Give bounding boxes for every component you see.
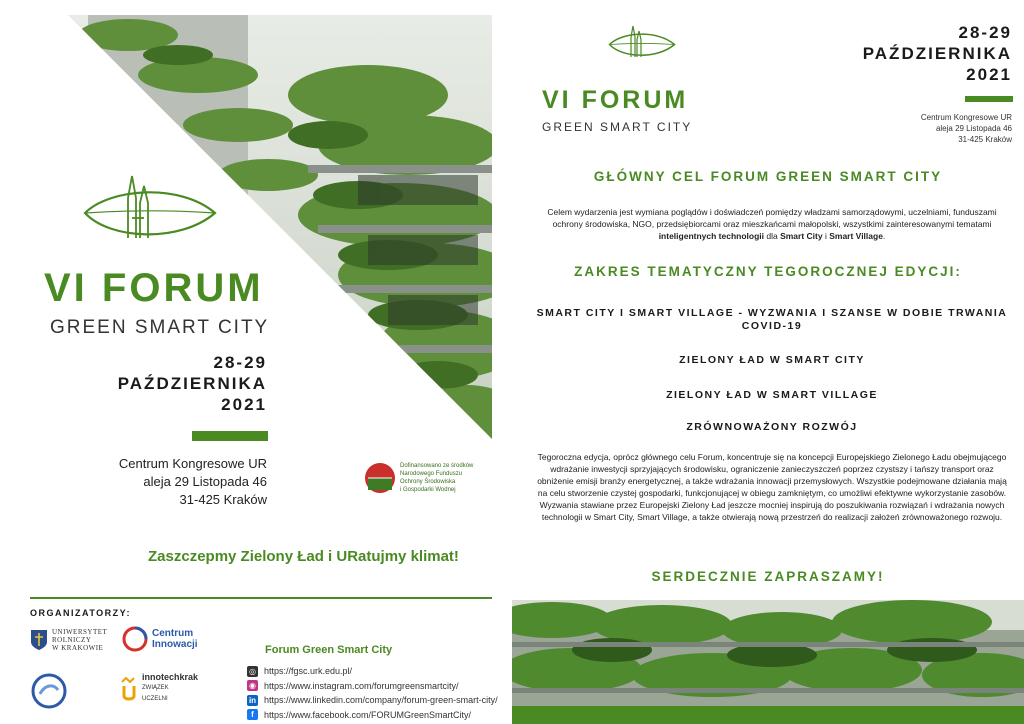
right-address-venue: Centrum Kongresowe UR bbox=[920, 113, 1012, 122]
left-address-city: 31-425 Kraków bbox=[179, 492, 267, 507]
funding-line-1: Dofinansowano ze środków bbox=[400, 463, 474, 469]
zwiazek-line-1: ZWIĄZEK bbox=[142, 685, 169, 691]
goal-text-main: Celem wydarzenia jest wymiana poglądów i doświadczeń pomiędzy władzami samorządowymi, uczelniami, funduszami ochrony środowiska, NGO, przedsiębiorcami oraz mieszkańcami małopolski, wszystkimi zainteresowanymi tematami bbox=[547, 207, 997, 229]
goal-heading: GŁÓWNY CEL FORUM GREEN SMART CITY bbox=[593, 169, 943, 184]
left-date-days: 28-29 bbox=[213, 353, 267, 372]
link-linkedin[interactable] bbox=[247, 693, 498, 708]
right-date-days: 28-29 bbox=[958, 23, 1012, 42]
right-event-date bbox=[863, 22, 1012, 85]
linkedin-icon: in bbox=[248, 695, 257, 705]
facebook-icon: f bbox=[247, 709, 258, 720]
funding-text bbox=[400, 462, 480, 494]
ur-crest-icon bbox=[30, 629, 48, 651]
funding-line-4: i Gospodarki Wodnej bbox=[400, 487, 456, 493]
description-paragraph: Tegoroczna edycja, oprócz głównego celu Forum, koncentruje się na koncepcji Europejskiego Zielonego Ładu obejmującego wdrażanie inwestycji sprzyjających środowisku, ograniczenie zanieczyszczeń poprzez czystszy i tańszy transport oraz obniżenie emisji branży energetycznej, a także wdrażania innowacji przemysłowych. Wszystkie podejmowane działania mają na celu stworzenie czystej gospodarki, funkcjonującej w obiegu zamkniętym, co umożliwi efektywne wykorzystanie zasobów. Wyzwania stawiane przez Europejski Zielony Ład jeszcze mocniej inspirują do poszukiwania rozwiązań i wdrażania nowych technologii w Smart City, Smart Village, a także otwierają nową przestrzeń do realizacji założeń zrównoważonego rozwoju. bbox=[537, 452, 1007, 522]
org-centrum-innowacji-logo bbox=[122, 626, 198, 652]
ur-name bbox=[52, 628, 107, 652]
link-website-url[interactable]: https://fgsc.urk.edu.pl/ bbox=[264, 666, 353, 677]
link-website[interactable] bbox=[247, 664, 498, 679]
organizers-title: ORGANIZATORZY: bbox=[30, 608, 131, 618]
goal-text-for: dla bbox=[764, 231, 781, 241]
right-green-divider bbox=[965, 96, 1013, 102]
centrum-innowacji-name bbox=[152, 628, 198, 650]
zwiazek-line-2: UCZELNI bbox=[142, 696, 168, 702]
invitation-heading: SERDECZNIE ZAPRASZAMY! bbox=[651, 569, 885, 584]
left-venue-address bbox=[119, 455, 267, 509]
ur-line-2: ROLNICZY bbox=[52, 636, 92, 644]
right-page bbox=[512, 0, 1024, 724]
centrum-innowacji-icon bbox=[122, 626, 148, 652]
left-forum-title: VI FORUM bbox=[44, 266, 264, 310]
social-links bbox=[247, 664, 498, 722]
org-innotechkrak-logo bbox=[120, 672, 198, 705]
globe-icon: ◎ bbox=[247, 666, 258, 677]
left-address-venue: Centrum Kongresowe UR bbox=[118, 456, 267, 471]
blue-ring-logo-icon bbox=[30, 672, 68, 710]
funding-line-2: Narodowego Funduszu bbox=[400, 471, 463, 477]
link-facebook-url[interactable]: https://www.facebook.com/FORUMGreenSmartCity/ bbox=[264, 709, 472, 720]
left-date-year: 2021 bbox=[221, 395, 267, 414]
left-address-street: aleja 29 Listopada 46 bbox=[143, 474, 267, 489]
funding-line-3: Ochrony Środowiska bbox=[400, 479, 456, 485]
ci-line-2: Innowacji bbox=[152, 639, 198, 650]
left-date-month: PAŹDZIERNIKA bbox=[117, 374, 267, 393]
topic-item: ZIELONY ŁAD W SMART CITY bbox=[679, 354, 865, 366]
links-title: Forum Green Smart City bbox=[265, 644, 393, 656]
right-address-city: 31-425 Kraków bbox=[958, 135, 1012, 144]
funding-badge bbox=[364, 462, 480, 494]
link-instagram[interactable] bbox=[247, 679, 498, 694]
ur-line-1: UNIWERSYTET bbox=[52, 628, 108, 636]
goal-paragraph bbox=[532, 206, 1012, 242]
innotechkrak-name bbox=[142, 672, 198, 705]
goal-text-period: . bbox=[882, 231, 886, 241]
link-instagram-url[interactable]: https://www.instagram.com/forumgreensmartcity/ bbox=[264, 680, 459, 691]
zwiazek-uczelni-icon bbox=[120, 676, 138, 702]
ur-line-3: W KRAKOWIE bbox=[52, 644, 104, 652]
right-venue-address bbox=[921, 112, 1012, 145]
right-forum-title: VI FORUM bbox=[542, 86, 689, 114]
nfosigw-logo-icon bbox=[364, 462, 396, 494]
left-forum-subtitle: GREEN SMART CITY bbox=[50, 317, 270, 338]
goal-text-and: i bbox=[822, 231, 830, 241]
instagram-icon: ◉ bbox=[247, 680, 258, 691]
right-address-street: aleja 29 Listopada 46 bbox=[935, 124, 1012, 133]
left-green-divider bbox=[192, 431, 268, 441]
link-facebook[interactable] bbox=[247, 708, 498, 723]
ci-line-1: Centrum bbox=[152, 628, 194, 639]
slogan: Zaszczepmy Zielony Ład i URatujmy klimat! bbox=[148, 548, 459, 565]
innotechkrak-label: innotechkrak bbox=[142, 672, 199, 682]
forum-leaf-logo bbox=[80, 168, 220, 248]
link-linkedin-url[interactable]: https://www.linkedin.com/company/forum-green-smart-city/ bbox=[264, 695, 498, 706]
goal-text-smart-city: Smart City bbox=[780, 231, 823, 241]
goal-text-smart-village: Smart Village bbox=[829, 231, 883, 241]
org-ur-logo bbox=[30, 628, 107, 652]
green-balconies-photo bbox=[512, 600, 1024, 724]
forum-leaf-logo-small bbox=[607, 22, 677, 62]
left-event-date bbox=[118, 352, 267, 415]
org-circle-logo bbox=[30, 672, 68, 710]
goal-text-technologies: inteligentnych technologii bbox=[658, 231, 764, 241]
topic-item: ZIELONY ŁAD W SMART VILLAGE bbox=[666, 389, 878, 401]
topic-item: ZRÓWNOWAŻONY ROZWÓJ bbox=[686, 421, 858, 433]
right-forum-subtitle: GREEN SMART CITY bbox=[542, 120, 693, 134]
right-date-year: 2021 bbox=[966, 65, 1012, 84]
right-date-month: PAŹDZIERNIKA bbox=[862, 44, 1012, 63]
left-bottom-divider bbox=[30, 597, 492, 599]
topic-item: SMART CITY I SMART VILLAGE - WYZWANIA I SZANSE W DOBIE TRWANIA COVID-19 bbox=[536, 307, 1008, 332]
scope-heading: ZAKRES TEMATYCZNY TEGOROCZNEJ EDYCJI: bbox=[574, 264, 962, 279]
